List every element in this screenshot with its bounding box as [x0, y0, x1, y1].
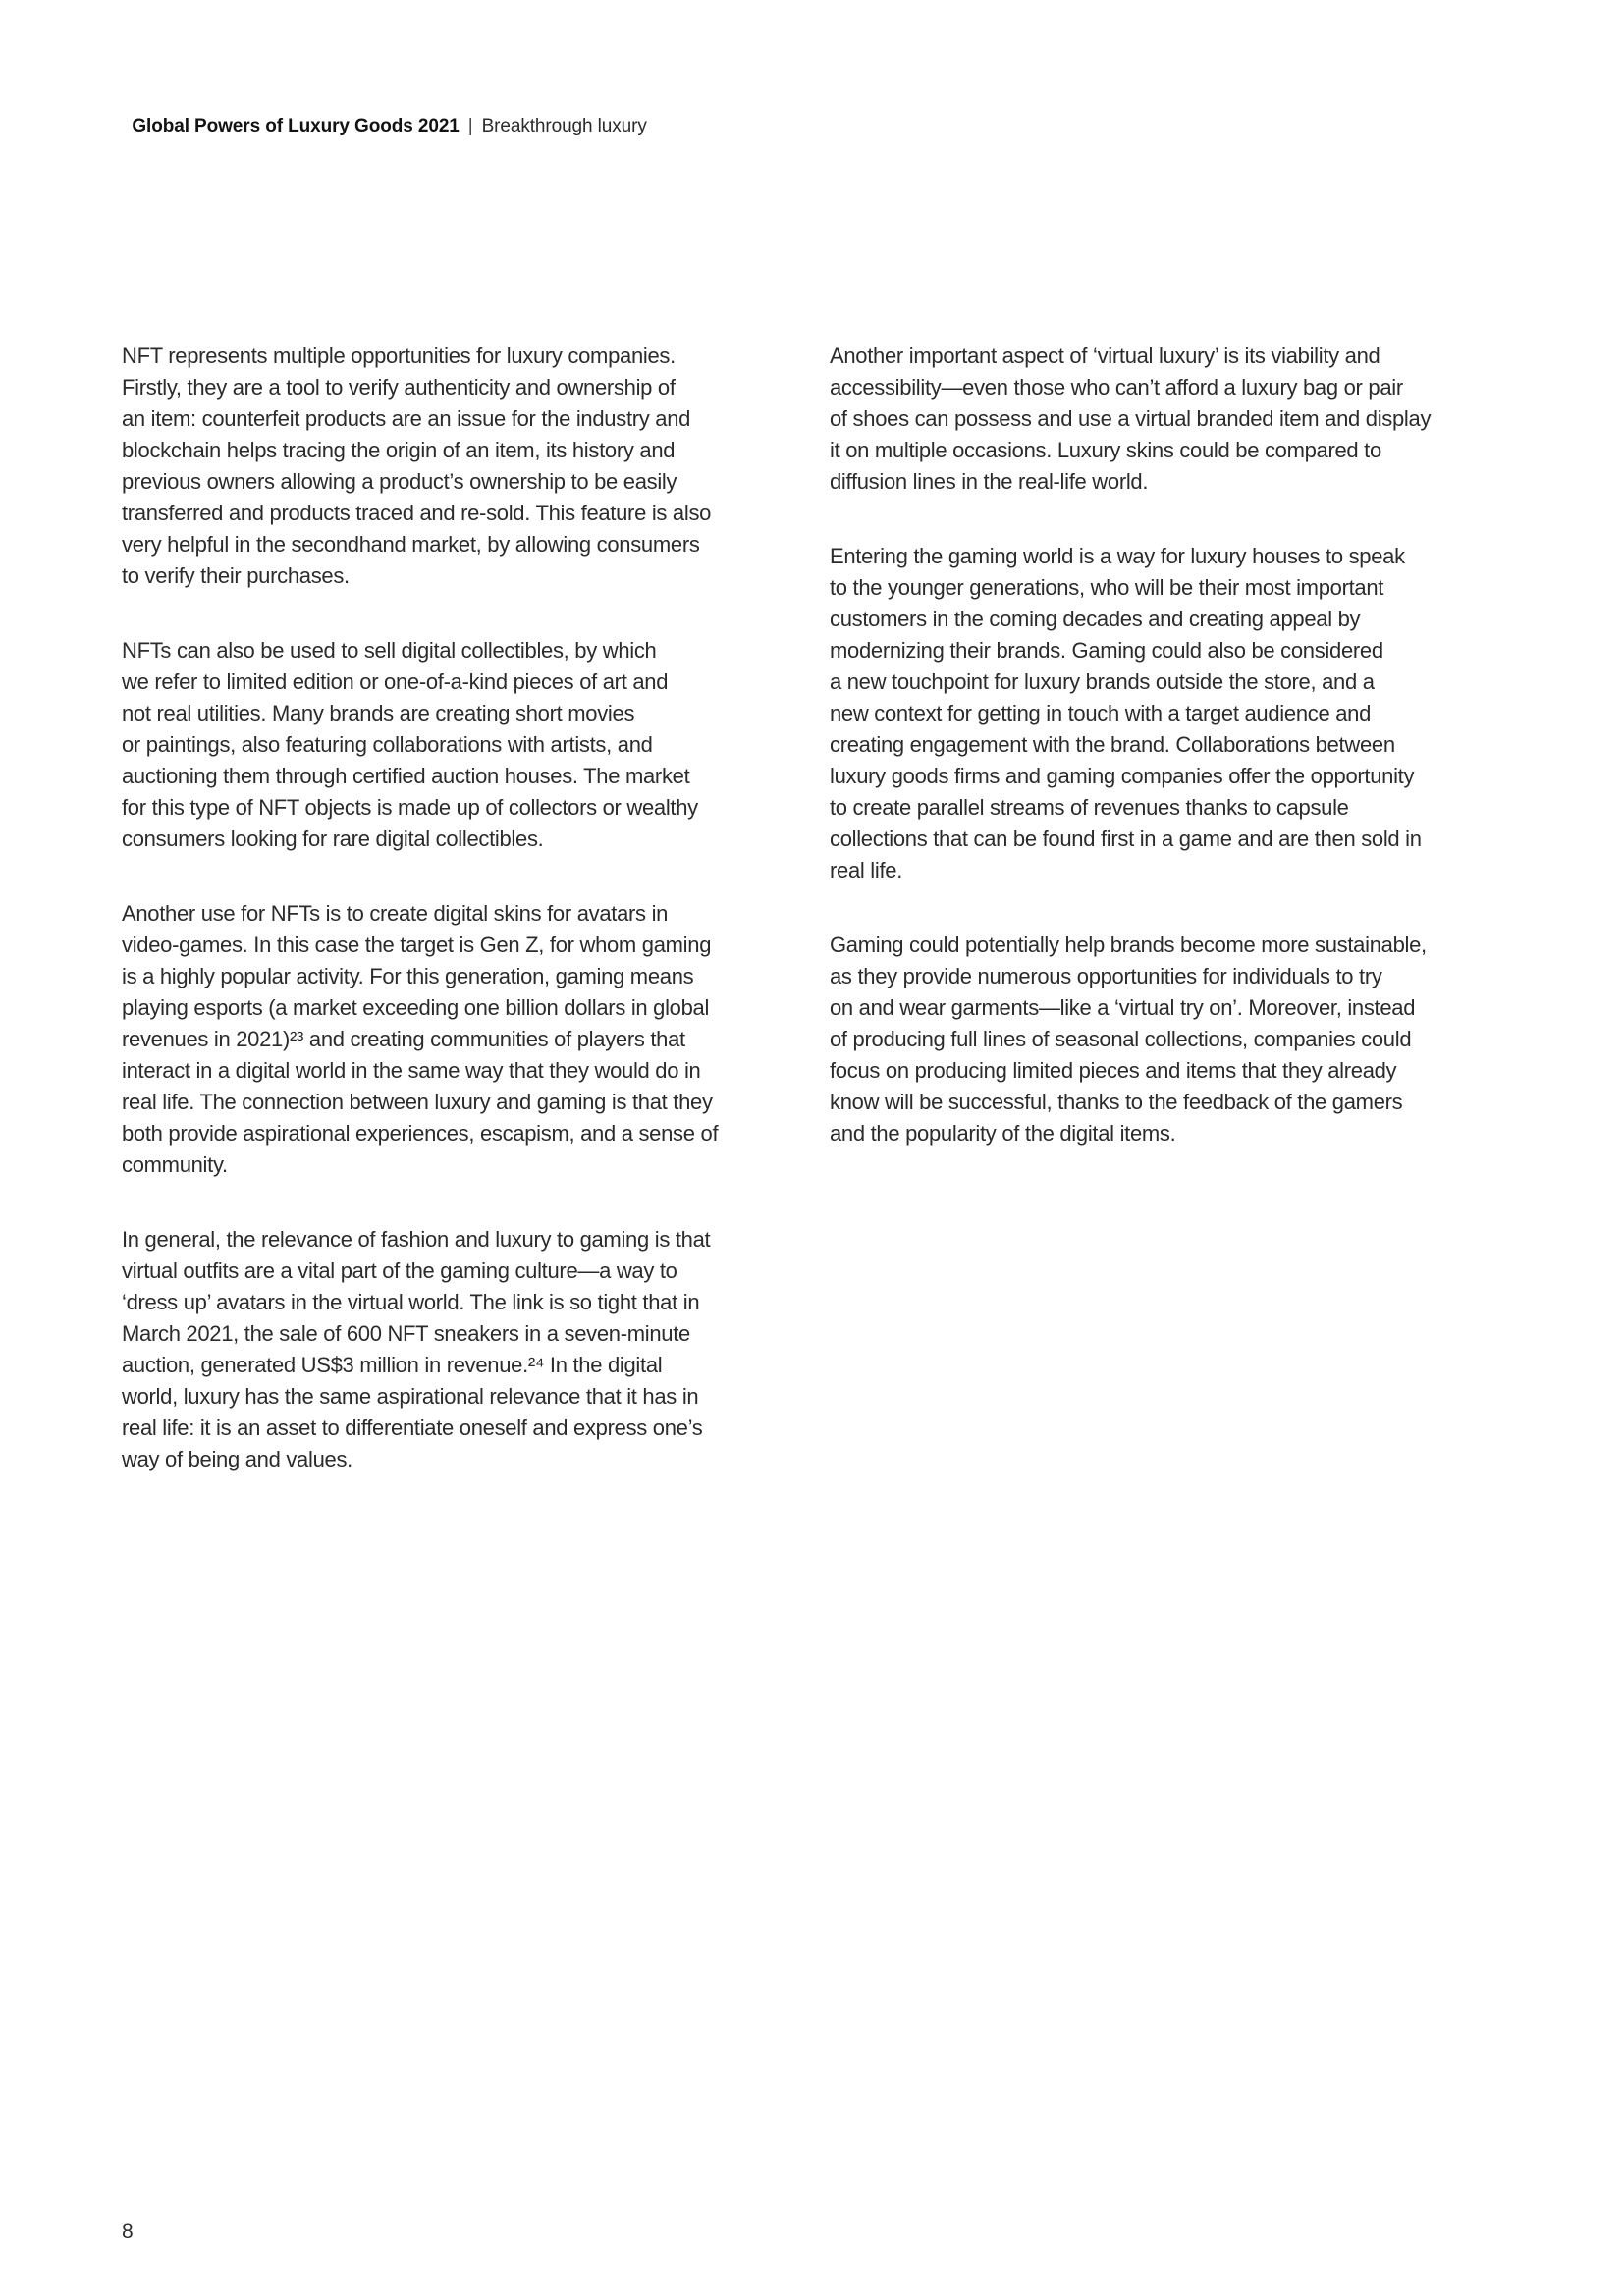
text-line: both provide aspirational experiences, escapism, and a sense of	[122, 1121, 719, 1146]
text-line: NFT represents multiple opportunities for luxury companies.	[122, 344, 676, 368]
text-line: previous owners allowing a product’s ownership to be easily	[122, 469, 677, 494]
text-line: In general, the relevance of fashion and luxury to gaming is that	[122, 1227, 711, 1252]
text-line: world, luxury has the same aspirational relevance that it has in	[122, 1384, 699, 1409]
text-line: real life: it is an asset to differentiate oneself and express one’s	[122, 1415, 703, 1440]
text-line: blockchain helps tracing the origin of an item, its history and	[122, 438, 676, 462]
text-line: way of being and values.	[122, 1447, 352, 1471]
text-line: diffusion lines in the real-life world.	[830, 469, 1149, 494]
text-line: to the younger generations, who will be their most important	[830, 575, 1384, 600]
text-line: accessibility—even those who can’t afford a luxury bag or pair	[830, 375, 1403, 400]
text-line: customers in the coming decades and creating appeal by	[830, 607, 1361, 631]
text-line: to create parallel streams of revenues thanks to capsule	[830, 795, 1349, 820]
text-line: is a highly popular activity. For this generation, gaming means	[122, 964, 694, 988]
text-line: Gaming could potentially help brands become more sustainable,	[830, 933, 1427, 957]
text-line: or paintings, also featuring collaborations with artists, and	[122, 732, 653, 757]
text-line: very helpful in the secondhand market, by allowing consumers	[122, 532, 700, 557]
text-line: and the popularity of the digital items.	[830, 1121, 1176, 1146]
text-line: real life. The connection between luxury and gaming is that they	[122, 1090, 713, 1114]
paragraph	[830, 930, 1517, 1149]
text-line: know will be successful, thanks to the feedback of the gamers	[830, 1090, 1403, 1114]
text-line: virtual outfits are a vital part of the gaming culture—a way to	[122, 1258, 677, 1283]
text-line: as they provide numerous opportunities for individuals to try	[830, 964, 1382, 988]
text-line: of producing full lines of seasonal collections, companies could	[830, 1027, 1412, 1051]
text-line: real life.	[830, 858, 903, 882]
text-line: Another use for NFTs is to create digital skins for avatars in	[122, 901, 669, 926]
text-line: a new touchpoint for luxury brands outside the store, and a	[830, 669, 1375, 694]
paragraph	[122, 341, 770, 592]
text-line: auctioning them through certified auction houses. The market	[122, 764, 690, 788]
paragraph	[122, 898, 770, 1181]
text-line: we refer to limited edition or one-of-a-kind pieces of art and	[122, 669, 669, 694]
left-column	[122, 341, 770, 1519]
text-line: March 2021, the sale of 600 NFT sneakers in a seven-minute	[122, 1321, 690, 1346]
text-line: Entering the gaming world is a way for luxury houses to speak	[830, 544, 1405, 568]
text-line: luxury goods firms and gaming companies offer the opportunity	[830, 764, 1415, 788]
text-line: for this type of NFT objects is made up of collectors or wealthy	[122, 795, 698, 820]
page-header	[122, 88, 647, 139]
text-line: on and wear garments—like a ‘virtual try on’. Moreover, instead	[830, 995, 1416, 1020]
text-line: NFTs can also be used to sell digital collectibles, by which	[122, 638, 657, 663]
header-separator: |	[467, 116, 473, 136]
right-column	[830, 341, 1517, 1193]
text-line: ‘dress up’ avatars in the virtual world. The link is so tight that in	[122, 1290, 700, 1314]
paragraph	[122, 635, 770, 855]
text-line: new context for getting in touch with a target audience and	[830, 701, 1372, 725]
text-line: an item: counterfeit products are an issue for the industry and	[122, 406, 691, 431]
report-title: Global Powers of Luxury Goods 2021	[132, 116, 460, 136]
text-line: playing esports (a market exceeding one billion dollars in global	[122, 995, 710, 1020]
page-number: 8	[122, 2220, 134, 2243]
paragraph	[830, 541, 1517, 886]
text-line: not real utilities. Many brands are creating short movies	[122, 701, 635, 725]
chapter-title: Breakthrough luxury	[481, 116, 647, 136]
text-line: video-games. In this case the target is Gen Z, for whom gaming	[122, 933, 712, 957]
text-line: transferred and products traced and re-sold. This feature is also	[122, 501, 712, 525]
page-footer	[122, 2218, 134, 2246]
text-line: modernizing their brands. Gaming could also be considered	[830, 638, 1383, 663]
paragraph	[122, 1224, 770, 1475]
text-line: community.	[122, 1152, 228, 1177]
text-line: auction, generated US$3 million in revenue.²⁴ In the digital	[122, 1353, 663, 1377]
text-line: it on multiple occasions. Luxury skins could be compared to	[830, 438, 1381, 462]
paragraph	[830, 341, 1517, 498]
text-line: Firstly, they are a tool to verify authenticity and ownership of	[122, 375, 676, 400]
text-line: to verify their purchases.	[122, 563, 350, 588]
text-line: Another important aspect of ‘virtual luxury’ is its viability and	[830, 344, 1380, 368]
text-line: of shoes can possess and use a virtual branded item and display	[830, 406, 1432, 431]
text-line: interact in a digital world in the same way that they would do in	[122, 1058, 701, 1083]
text-line: consumers looking for rare digital collectibles.	[122, 827, 544, 851]
text-line: focus on producing limited pieces and items that they already	[830, 1058, 1397, 1083]
text-line: collections that can be found first in a game and are then sold in	[830, 827, 1422, 851]
text-line: revenues in 2021)²³ and creating communities of players that	[122, 1027, 685, 1051]
text-line: creating engagement with the brand. Collaborations between	[830, 732, 1395, 757]
